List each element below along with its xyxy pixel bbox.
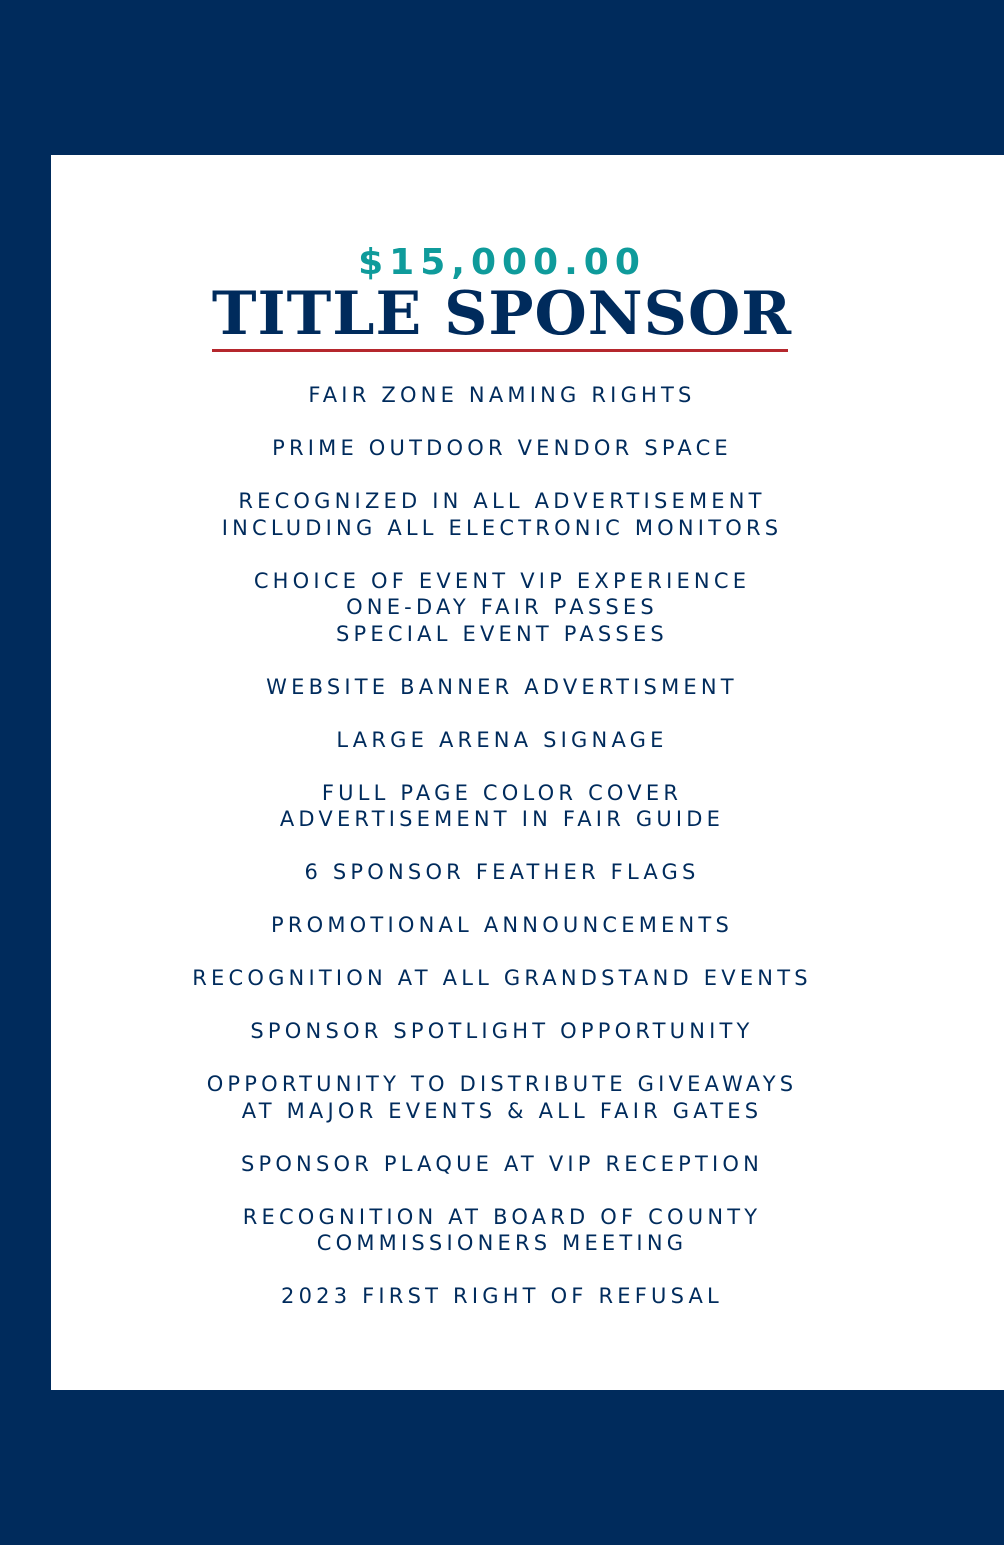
benefit-line: INCLUDING ALL ELECTRONIC MONITORS bbox=[221, 515, 783, 540]
benefit-line: RECOGNITION AT BOARD OF COUNTY bbox=[242, 1204, 762, 1229]
benefit-item bbox=[0, 488, 1004, 541]
benefit-line: LARGE ARENA SIGNAGE bbox=[336, 727, 668, 752]
benefit-line: SPECIAL EVENT PASSES bbox=[336, 621, 668, 646]
benefit-line: 6 SPONSOR FEATHER FLAGS bbox=[304, 860, 700, 884]
benefit-line: RECOGNIZED IN ALL ADVERTISEMENT bbox=[238, 489, 766, 513]
benefit-item bbox=[0, 859, 1004, 886]
benefit-line: 2023 FIRST RIGHT OF REFUSAL bbox=[281, 1284, 723, 1308]
benefit-item bbox=[0, 382, 1004, 409]
benefit-item bbox=[0, 727, 1004, 754]
sponsorship-title: TITLE SPONSOR bbox=[211, 279, 793, 349]
benefit-line: SPONSOR PLAQUE AT VIP RECEPTION bbox=[240, 1151, 764, 1176]
title-underline bbox=[212, 349, 788, 352]
benefit-line: FAIR ZONE NAMING RIGHTS bbox=[308, 383, 696, 407]
benefit-line: PROMOTIONAL ANNOUNCEMENTS bbox=[270, 913, 733, 937]
benefit-item bbox=[0, 1151, 1004, 1178]
benefit-line: ADVERTISEMENT IN FAIR GUIDE bbox=[279, 807, 725, 831]
benefit-line: PRIME OUTDOOR VENDOR SPACE bbox=[272, 436, 732, 460]
benefit-item bbox=[0, 780, 1004, 833]
benefit-item bbox=[0, 1071, 1004, 1124]
benefit-item bbox=[0, 965, 1004, 992]
benefit-item bbox=[0, 674, 1004, 701]
sponsorship-price: $15,000.00 bbox=[358, 242, 646, 283]
benefit-item bbox=[0, 1283, 1004, 1310]
benefit-line: CHOICE OF EVENT VIP EXPERIENCE bbox=[253, 568, 751, 593]
benefit-line: WEBSITE BANNER ADVERTISMENT bbox=[266, 674, 738, 699]
benefit-item bbox=[0, 912, 1004, 939]
benefit-line: SPONSOR SPOTLIGHT OPPORTUNITY bbox=[250, 1019, 754, 1043]
benefit-line: FULL PAGE COLOR COVER bbox=[321, 780, 683, 805]
benefit-item bbox=[0, 435, 1004, 462]
benefit-item bbox=[0, 1018, 1004, 1045]
benefit-line: ONE-DAY FAIR PASSES bbox=[346, 595, 658, 619]
benefit-item bbox=[0, 1204, 1004, 1257]
benefit-line: RECOGNITION AT ALL GRANDSTAND EVENTS bbox=[192, 966, 812, 990]
benefit-line: OPPORTUNITY TO DISTRIBUTE GIVEAWAYS bbox=[206, 1072, 798, 1096]
benefits-list bbox=[0, 382, 1004, 1336]
benefit-item bbox=[0, 568, 1004, 648]
benefit-line: AT MAJOR EVENTS & ALL FAIR GATES bbox=[241, 1098, 763, 1123]
benefit-line: COMMISSIONERS MEETING bbox=[316, 1231, 688, 1255]
